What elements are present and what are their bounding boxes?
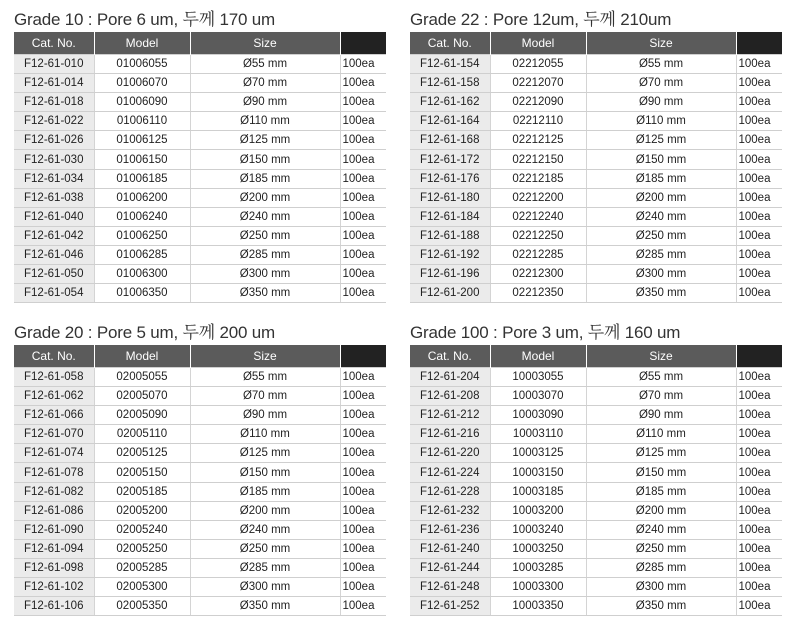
cat-no-cell: F12-61-252 bbox=[410, 597, 490, 616]
cat-no-cell: F12-61-188 bbox=[410, 226, 490, 245]
model-cell: 01006240 bbox=[94, 207, 190, 226]
table-row bbox=[14, 74, 386, 93]
size-cell: Ø285 mm bbox=[190, 245, 340, 264]
size-cell: Ø350 mm bbox=[190, 284, 340, 303]
model-cell: 02005285 bbox=[94, 558, 190, 577]
size-cell: Ø250 mm bbox=[586, 539, 736, 558]
pack-cell: 100ea bbox=[340, 188, 386, 207]
model-cell: 10003125 bbox=[490, 444, 586, 463]
model-cell: 02212110 bbox=[490, 112, 586, 131]
model-cell: 01006090 bbox=[94, 93, 190, 112]
model-cell: 01006200 bbox=[94, 188, 190, 207]
header-size: Size bbox=[190, 32, 340, 55]
model-cell: 02005090 bbox=[94, 406, 190, 425]
pack-cell: 100ea bbox=[736, 245, 782, 264]
header-size: Size bbox=[586, 345, 736, 368]
model-cell: 01006300 bbox=[94, 265, 190, 284]
cat-no-cell: F12-61-196 bbox=[410, 265, 490, 284]
size-cell: Ø125 mm bbox=[190, 444, 340, 463]
size-cell: Ø125 mm bbox=[586, 131, 736, 150]
table-row bbox=[410, 188, 782, 207]
table-row bbox=[410, 501, 782, 520]
model-cell: 02005070 bbox=[94, 387, 190, 406]
model-cell: 02212240 bbox=[490, 207, 586, 226]
table-row bbox=[410, 368, 782, 387]
cat-no-cell: F12-61-102 bbox=[14, 578, 94, 597]
model-cell: 02212070 bbox=[490, 74, 586, 93]
size-cell: Ø350 mm bbox=[586, 284, 736, 303]
header-size: Size bbox=[586, 32, 736, 55]
model-cell: 01006110 bbox=[94, 112, 190, 131]
cat-no-cell: F12-61-026 bbox=[14, 131, 94, 150]
product-table bbox=[410, 32, 782, 303]
product-table bbox=[410, 345, 782, 616]
table-row bbox=[14, 578, 386, 597]
pack-cell: 100ea bbox=[736, 169, 782, 188]
table-row bbox=[410, 93, 782, 112]
cat-no-cell: F12-61-244 bbox=[410, 558, 490, 577]
model-cell: 02005300 bbox=[94, 578, 190, 597]
pack-cell: 100ea bbox=[340, 520, 386, 539]
pack-cell: 100ea bbox=[736, 188, 782, 207]
model-cell: 10003070 bbox=[490, 387, 586, 406]
cat-no-cell: F12-61-184 bbox=[410, 207, 490, 226]
cat-no-cell: F12-61-062 bbox=[14, 387, 94, 406]
header-row bbox=[14, 345, 386, 368]
cat-no-cell: F12-61-074 bbox=[14, 444, 94, 463]
model-cell: 02212055 bbox=[490, 55, 586, 74]
table-row bbox=[14, 387, 386, 406]
table-row bbox=[14, 207, 386, 226]
pack-cell: 100ea bbox=[736, 93, 782, 112]
pack-cell: 100ea bbox=[340, 226, 386, 245]
model-cell: 02212200 bbox=[490, 188, 586, 207]
pack-cell: 100ea bbox=[736, 150, 782, 169]
pack-cell: 100ea bbox=[340, 463, 386, 482]
model-cell: 01006250 bbox=[94, 226, 190, 245]
size-cell: Ø70 mm bbox=[190, 387, 340, 406]
pack-cell: 100ea bbox=[340, 245, 386, 264]
table-row bbox=[14, 245, 386, 264]
pack-cell: 100ea bbox=[736, 482, 782, 501]
pack-cell: 100ea bbox=[340, 482, 386, 501]
table-row bbox=[14, 444, 386, 463]
pack-cell: 100ea bbox=[340, 578, 386, 597]
table-row bbox=[14, 131, 386, 150]
model-cell: 01006150 bbox=[94, 150, 190, 169]
pack-cell: 100ea bbox=[736, 207, 782, 226]
size-cell: Ø300 mm bbox=[190, 578, 340, 597]
model-cell: 02212285 bbox=[490, 245, 586, 264]
table-row bbox=[410, 265, 782, 284]
table-row bbox=[14, 150, 386, 169]
pack-cell: 100ea bbox=[736, 558, 782, 577]
table-block-grade-22 bbox=[410, 10, 782, 303]
size-cell: Ø285 mm bbox=[586, 558, 736, 577]
pack-cell: 100ea bbox=[736, 597, 782, 616]
size-cell: Ø250 mm bbox=[190, 226, 340, 245]
model-cell: 02005350 bbox=[94, 597, 190, 616]
cat-no-cell: F12-61-168 bbox=[410, 131, 490, 150]
model-cell: 02212125 bbox=[490, 131, 586, 150]
cat-no-cell: F12-61-162 bbox=[410, 93, 490, 112]
cat-no-cell: F12-61-040 bbox=[14, 207, 94, 226]
pack-cell: 100ea bbox=[340, 368, 386, 387]
table-row bbox=[410, 578, 782, 597]
model-cell: 02005250 bbox=[94, 539, 190, 558]
cat-no-cell: F12-61-066 bbox=[14, 406, 94, 425]
cat-no-cell: F12-61-248 bbox=[410, 578, 490, 597]
cat-no-cell: F12-61-078 bbox=[14, 463, 94, 482]
size-cell: Ø240 mm bbox=[190, 520, 340, 539]
table-row bbox=[14, 558, 386, 577]
cat-no-cell: F12-61-014 bbox=[14, 74, 94, 93]
product-table bbox=[14, 345, 386, 616]
cat-no-cell: F12-61-090 bbox=[14, 520, 94, 539]
size-cell: Ø200 mm bbox=[190, 501, 340, 520]
pack-cell: 100ea bbox=[736, 55, 782, 74]
table-title: Grade 20 : Pore 5 um, 두께 200 um bbox=[14, 323, 275, 342]
table-row bbox=[410, 387, 782, 406]
cat-no-cell: F12-61-172 bbox=[410, 150, 490, 169]
table-row bbox=[14, 265, 386, 284]
table-row bbox=[410, 55, 782, 74]
table-row bbox=[14, 93, 386, 112]
model-cell: 02212300 bbox=[490, 265, 586, 284]
cat-no-cell: F12-61-176 bbox=[410, 169, 490, 188]
pack-cell: 100ea bbox=[340, 150, 386, 169]
model-cell: 02005125 bbox=[94, 444, 190, 463]
cat-no-cell: F12-61-046 bbox=[14, 245, 94, 264]
table-block-grade-20 bbox=[14, 323, 386, 616]
table-row bbox=[410, 131, 782, 150]
size-cell: Ø70 mm bbox=[586, 74, 736, 93]
header-model: Model bbox=[94, 345, 190, 368]
pack-cell: 100ea bbox=[736, 463, 782, 482]
size-cell: Ø110 mm bbox=[586, 112, 736, 131]
cat-no-cell: F12-61-240 bbox=[410, 539, 490, 558]
size-cell: Ø90 mm bbox=[586, 93, 736, 112]
size-cell: Ø300 mm bbox=[190, 265, 340, 284]
model-cell: 01006125 bbox=[94, 131, 190, 150]
cat-no-cell: F12-61-154 bbox=[410, 55, 490, 74]
cat-no-cell: F12-61-228 bbox=[410, 482, 490, 501]
table-row bbox=[410, 597, 782, 616]
cat-no-cell: F12-61-158 bbox=[410, 74, 490, 93]
cat-no-cell: F12-61-220 bbox=[410, 444, 490, 463]
model-cell: 10003285 bbox=[490, 558, 586, 577]
table-row bbox=[410, 169, 782, 188]
size-cell: Ø200 mm bbox=[586, 188, 736, 207]
model-cell: 10003240 bbox=[490, 520, 586, 539]
header-blank bbox=[736, 32, 782, 55]
product-table bbox=[14, 32, 386, 303]
pack-cell: 100ea bbox=[736, 539, 782, 558]
model-cell: 02005200 bbox=[94, 501, 190, 520]
table-row bbox=[14, 188, 386, 207]
size-cell: Ø110 mm bbox=[586, 425, 736, 444]
table-row bbox=[410, 112, 782, 131]
table-title: Grade 10 : Pore 6 um, 두께 170 um bbox=[14, 10, 275, 29]
table-row bbox=[410, 520, 782, 539]
model-cell: 02212250 bbox=[490, 226, 586, 245]
pack-cell: 100ea bbox=[736, 284, 782, 303]
size-cell: Ø240 mm bbox=[190, 207, 340, 226]
pack-cell: 100ea bbox=[736, 406, 782, 425]
cat-no-cell: F12-61-030 bbox=[14, 150, 94, 169]
model-cell: 02212185 bbox=[490, 169, 586, 188]
size-cell: Ø200 mm bbox=[586, 501, 736, 520]
header-model: Model bbox=[490, 32, 586, 55]
size-cell: Ø200 mm bbox=[190, 188, 340, 207]
size-cell: Ø240 mm bbox=[586, 520, 736, 539]
model-cell: 10003200 bbox=[490, 501, 586, 520]
size-cell: Ø90 mm bbox=[586, 406, 736, 425]
cat-no-cell: F12-61-212 bbox=[410, 406, 490, 425]
pack-cell: 100ea bbox=[736, 368, 782, 387]
size-cell: Ø150 mm bbox=[190, 150, 340, 169]
table-row bbox=[14, 501, 386, 520]
table-row bbox=[14, 55, 386, 74]
model-cell: 01006350 bbox=[94, 284, 190, 303]
table-row bbox=[410, 207, 782, 226]
model-cell: 10003055 bbox=[490, 368, 586, 387]
pack-cell: 100ea bbox=[340, 425, 386, 444]
size-cell: Ø250 mm bbox=[586, 226, 736, 245]
table-row bbox=[410, 425, 782, 444]
size-cell: Ø250 mm bbox=[190, 539, 340, 558]
header-cat-no: Cat. No. bbox=[14, 32, 94, 55]
model-cell: 02005185 bbox=[94, 482, 190, 501]
model-cell: 10003350 bbox=[490, 597, 586, 616]
size-cell: Ø185 mm bbox=[586, 482, 736, 501]
header-blank bbox=[736, 345, 782, 368]
model-cell: 10003250 bbox=[490, 539, 586, 558]
header-cat-no: Cat. No. bbox=[410, 32, 490, 55]
table-row bbox=[410, 406, 782, 425]
pack-cell: 100ea bbox=[736, 444, 782, 463]
pack-cell: 100ea bbox=[340, 112, 386, 131]
model-cell: 01006285 bbox=[94, 245, 190, 264]
size-cell: Ø70 mm bbox=[586, 387, 736, 406]
size-cell: Ø70 mm bbox=[190, 74, 340, 93]
size-cell: Ø55 mm bbox=[190, 55, 340, 74]
size-cell: Ø350 mm bbox=[190, 597, 340, 616]
table-row bbox=[14, 425, 386, 444]
table-row bbox=[14, 482, 386, 501]
size-cell: Ø150 mm bbox=[190, 463, 340, 482]
pack-cell: 100ea bbox=[736, 226, 782, 245]
cat-no-cell: F12-61-216 bbox=[410, 425, 490, 444]
table-row bbox=[410, 74, 782, 93]
table-row bbox=[14, 112, 386, 131]
cat-no-cell: F12-61-038 bbox=[14, 188, 94, 207]
table-row bbox=[410, 444, 782, 463]
table-row bbox=[14, 597, 386, 616]
table-row bbox=[14, 226, 386, 245]
header-row bbox=[410, 32, 782, 55]
table-row bbox=[14, 406, 386, 425]
pack-cell: 100ea bbox=[736, 578, 782, 597]
size-cell: Ø185 mm bbox=[586, 169, 736, 188]
header-cat-no: Cat. No. bbox=[14, 345, 94, 368]
model-cell: 02005150 bbox=[94, 463, 190, 482]
model-cell: 10003150 bbox=[490, 463, 586, 482]
header-blank bbox=[340, 345, 386, 368]
table-row bbox=[410, 558, 782, 577]
size-cell: Ø90 mm bbox=[190, 406, 340, 425]
pack-cell: 100ea bbox=[736, 387, 782, 406]
table-row bbox=[410, 226, 782, 245]
size-cell: Ø90 mm bbox=[190, 93, 340, 112]
table-row bbox=[410, 539, 782, 558]
pack-cell: 100ea bbox=[340, 597, 386, 616]
pack-cell: 100ea bbox=[736, 265, 782, 284]
table-row bbox=[410, 482, 782, 501]
pack-cell: 100ea bbox=[736, 501, 782, 520]
header-cat-no: Cat. No. bbox=[410, 345, 490, 368]
size-cell: Ø285 mm bbox=[586, 245, 736, 264]
pack-cell: 100ea bbox=[340, 539, 386, 558]
size-cell: Ø110 mm bbox=[190, 112, 340, 131]
cat-no-cell: F12-61-094 bbox=[14, 539, 94, 558]
cat-no-cell: F12-61-070 bbox=[14, 425, 94, 444]
pack-cell: 100ea bbox=[340, 444, 386, 463]
cat-no-cell: F12-61-034 bbox=[14, 169, 94, 188]
cat-no-cell: F12-61-098 bbox=[14, 558, 94, 577]
header-blank bbox=[340, 32, 386, 55]
table-row bbox=[14, 520, 386, 539]
size-cell: Ø350 mm bbox=[586, 597, 736, 616]
cat-no-cell: F12-61-224 bbox=[410, 463, 490, 482]
size-cell: Ø300 mm bbox=[586, 578, 736, 597]
model-cell: 02005055 bbox=[94, 368, 190, 387]
size-cell: Ø55 mm bbox=[586, 55, 736, 74]
cat-no-cell: F12-61-208 bbox=[410, 387, 490, 406]
size-cell: Ø125 mm bbox=[586, 444, 736, 463]
cat-no-cell: F12-61-106 bbox=[14, 597, 94, 616]
table-block-grade-100 bbox=[410, 323, 782, 616]
size-cell: Ø150 mm bbox=[586, 463, 736, 482]
size-cell: Ø110 mm bbox=[190, 425, 340, 444]
size-cell: Ø185 mm bbox=[190, 482, 340, 501]
pack-cell: 100ea bbox=[340, 55, 386, 74]
size-cell: Ø300 mm bbox=[586, 265, 736, 284]
size-cell: Ø150 mm bbox=[586, 150, 736, 169]
cat-no-cell: F12-61-236 bbox=[410, 520, 490, 539]
table-title: Grade 100 : Pore 3 um, 두께 160 um bbox=[410, 323, 681, 342]
size-cell: Ø285 mm bbox=[190, 558, 340, 577]
pack-cell: 100ea bbox=[340, 406, 386, 425]
cat-no-cell: F12-61-082 bbox=[14, 482, 94, 501]
pack-cell: 100ea bbox=[340, 387, 386, 406]
header-model: Model bbox=[94, 32, 190, 55]
table-row bbox=[14, 368, 386, 387]
pack-cell: 100ea bbox=[736, 74, 782, 93]
pack-cell: 100ea bbox=[736, 425, 782, 444]
table-title: Grade 22 : Pore 12um, 두께 210um bbox=[410, 10, 672, 29]
model-cell: 10003300 bbox=[490, 578, 586, 597]
model-cell: 02212090 bbox=[490, 93, 586, 112]
size-cell: Ø55 mm bbox=[190, 368, 340, 387]
cat-no-cell: F12-61-192 bbox=[410, 245, 490, 264]
pack-cell: 100ea bbox=[736, 520, 782, 539]
pack-cell: 100ea bbox=[340, 207, 386, 226]
model-cell: 10003110 bbox=[490, 425, 586, 444]
table-row bbox=[410, 463, 782, 482]
model-cell: 02212350 bbox=[490, 284, 586, 303]
model-cell: 10003185 bbox=[490, 482, 586, 501]
model-cell: 10003090 bbox=[490, 406, 586, 425]
pack-cell: 100ea bbox=[340, 265, 386, 284]
cat-no-cell: F12-61-050 bbox=[14, 265, 94, 284]
pack-cell: 100ea bbox=[340, 74, 386, 93]
table-row bbox=[14, 284, 386, 303]
cat-no-cell: F12-61-010 bbox=[14, 55, 94, 74]
table-row bbox=[14, 539, 386, 558]
size-cell: Ø125 mm bbox=[190, 131, 340, 150]
header-row bbox=[14, 32, 386, 55]
pack-cell: 100ea bbox=[736, 131, 782, 150]
table-row bbox=[14, 169, 386, 188]
table-block-grade-10 bbox=[14, 10, 386, 303]
table-row bbox=[410, 150, 782, 169]
pack-cell: 100ea bbox=[340, 501, 386, 520]
pack-cell: 100ea bbox=[736, 112, 782, 131]
model-cell: 01006070 bbox=[94, 74, 190, 93]
cat-no-cell: F12-61-022 bbox=[14, 112, 94, 131]
model-cell: 01006185 bbox=[94, 169, 190, 188]
header-row bbox=[410, 345, 782, 368]
cat-no-cell: F12-61-018 bbox=[14, 93, 94, 112]
pack-cell: 100ea bbox=[340, 558, 386, 577]
pack-cell: 100ea bbox=[340, 284, 386, 303]
cat-no-cell: F12-61-204 bbox=[410, 368, 490, 387]
model-cell: 02005110 bbox=[94, 425, 190, 444]
model-cell: 02005240 bbox=[94, 520, 190, 539]
cat-no-cell: F12-61-058 bbox=[14, 368, 94, 387]
cat-no-cell: F12-61-054 bbox=[14, 284, 94, 303]
model-cell: 02212150 bbox=[490, 150, 586, 169]
size-cell: Ø55 mm bbox=[586, 368, 736, 387]
table-row bbox=[410, 245, 782, 264]
pack-cell: 100ea bbox=[340, 169, 386, 188]
table-row bbox=[14, 463, 386, 482]
cat-no-cell: F12-61-086 bbox=[14, 501, 94, 520]
cat-no-cell: F12-61-164 bbox=[410, 112, 490, 131]
header-model: Model bbox=[490, 345, 586, 368]
pack-cell: 100ea bbox=[340, 131, 386, 150]
size-cell: Ø185 mm bbox=[190, 169, 340, 188]
cat-no-cell: F12-61-232 bbox=[410, 501, 490, 520]
model-cell: 01006055 bbox=[94, 55, 190, 74]
table-row bbox=[410, 284, 782, 303]
pack-cell: 100ea bbox=[340, 93, 386, 112]
cat-no-cell: F12-61-042 bbox=[14, 226, 94, 245]
header-size: Size bbox=[190, 345, 340, 368]
cat-no-cell: F12-61-180 bbox=[410, 188, 490, 207]
size-cell: Ø240 mm bbox=[586, 207, 736, 226]
cat-no-cell: F12-61-200 bbox=[410, 284, 490, 303]
